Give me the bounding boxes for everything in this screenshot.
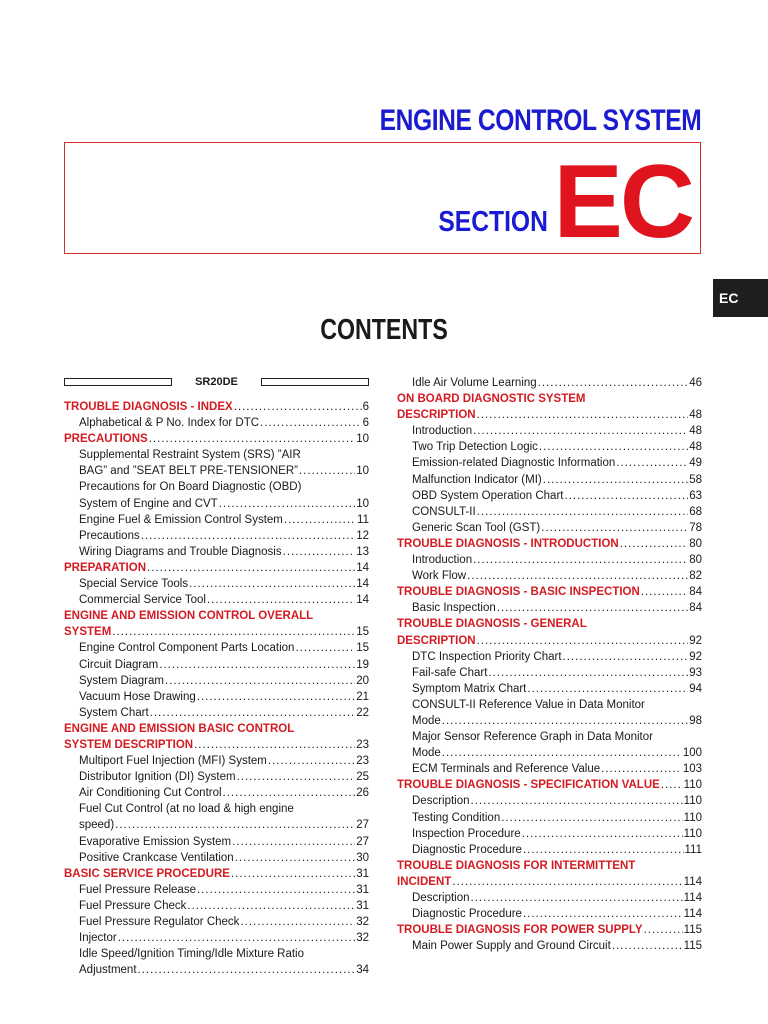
dot-leader: [207, 592, 355, 608]
toc-entry[interactable]: [397, 761, 702, 777]
section-title: ENGINE CONTROL SYSTEM: [379, 104, 701, 137]
toc-heading[interactable]: [64, 721, 369, 753]
dot-leader: [477, 504, 689, 520]
dot-leader: [147, 560, 355, 576]
toc-entry-text: Introduction: [412, 425, 473, 438]
toc-page-number: 21: [356, 690, 369, 703]
toc-page-number: 19: [356, 658, 369, 671]
dot-leader: [231, 866, 355, 882]
toc-entry-text: TROUBLE DIAGNOSIS - INTRODUCTION: [397, 537, 619, 550]
dot-leader: [620, 536, 689, 552]
toc-entry-text: Evaporative Emission System: [79, 835, 232, 848]
toc-entry[interactable]: [397, 552, 702, 568]
toc-page-number: 110: [683, 795, 702, 808]
dot-leader: [141, 528, 355, 544]
toc-entry-text: speed): [79, 819, 115, 832]
toc-entry-text: Fuel Pressure Regulator Check: [79, 916, 240, 928]
toc-heading[interactable]: [64, 608, 369, 640]
toc-entry-text: Precautions: [79, 529, 140, 542]
toc-entry[interactable]: [397, 600, 702, 616]
toc-entry-text: BASIC SERVICE PROCEDURE: [64, 867, 230, 880]
dot-leader: [471, 890, 683, 906]
dot-leader: [284, 512, 356, 528]
dot-leader: [497, 600, 688, 616]
toc-entry[interactable]: [397, 842, 702, 858]
toc-entry[interactable]: [397, 455, 702, 471]
toc-page-number: 114: [683, 908, 702, 921]
toc-entry-text: Fuel Pressure Check: [79, 899, 187, 912]
toc-page-number: 103: [682, 763, 702, 776]
dot-leader: [240, 914, 355, 930]
toc-entry-text: Emission-related Diagnostic Information: [412, 457, 616, 470]
toc-page-number: 94: [689, 682, 702, 695]
toc-entry[interactable]: [64, 769, 369, 785]
toc-entry-text: Work Flow: [412, 570, 467, 583]
toc-entry-text: System of Engine and CVT: [79, 497, 218, 510]
toc-page-number: 10: [356, 497, 369, 510]
toc-entry-text: Two Trip Detection Logic: [412, 441, 538, 454]
dot-leader: [299, 463, 355, 479]
toc-page-number: 46: [689, 377, 702, 389]
dot-leader: [268, 753, 355, 769]
toc-entry-text: Diagnostic Procedure: [412, 908, 522, 921]
toc-entry-text: Testing Condition: [412, 811, 501, 824]
dot-leader: [541, 520, 688, 536]
toc-entry-text: Distributor Ignition (DI) System: [79, 771, 236, 784]
dot-leader: [235, 850, 356, 866]
toc-page-number: 48: [689, 425, 702, 438]
dot-leader: [150, 705, 356, 721]
toc-page-number: 23: [356, 755, 369, 768]
toc-entry-text: Air Conditioning Cut Control: [79, 787, 222, 800]
toc-entry-text: Alphabetical & P No. Index for DTC: [79, 417, 260, 430]
toc-entry-text: Generic Scan Tool (GST): [412, 521, 541, 534]
toc-entry[interactable]: [64, 898, 369, 914]
toc-page-number: 115: [683, 940, 702, 953]
dot-leader: [115, 817, 355, 833]
toc-entry-text: Fuel Pressure Release: [79, 883, 196, 896]
toc-page-number: 115: [683, 924, 702, 937]
dot-leader: [527, 681, 688, 697]
toc-entry[interactable]: [64, 705, 369, 721]
dot-leader: [661, 777, 683, 793]
toc-page-number: 93: [689, 666, 702, 679]
dot-leader: [543, 472, 688, 488]
toc-page-number: 110: [683, 779, 702, 792]
dot-leader: [488, 665, 688, 681]
toc-entry[interactable]: [397, 890, 702, 906]
toc-entry-text-line1: ENGINE AND EMISSION BASIC CONTROL: [64, 722, 295, 735]
dot-leader: [260, 415, 362, 431]
toc-page-number: 114: [683, 875, 702, 888]
toc-entry-text: SYSTEM DESCRIPTION: [64, 738, 194, 751]
dot-leader: [538, 375, 689, 391]
dot-leader: [138, 962, 356, 978]
toc-entry[interactable]: [64, 592, 369, 608]
toc-entry[interactable]: [64, 544, 369, 560]
toc-entry-text: Symptom Matrix Chart: [412, 682, 527, 695]
toc-entry-text: Description: [412, 795, 470, 808]
toc-heading[interactable]: [64, 431, 369, 447]
dot-leader: [523, 906, 683, 922]
dot-leader: [501, 810, 682, 826]
contents-heading: CONTENTS: [320, 314, 448, 346]
toc-page-number: 26: [356, 787, 369, 800]
toc-page-number: 68: [689, 505, 702, 518]
toc-entry-text-line1: Major Sensor Reference Graph in Data Monitor: [412, 731, 653, 744]
toc-entry-text-line1: ON BOARD DIAGNOSTIC SYSTEM: [397, 393, 586, 406]
toc-entry-text: Engine Fuel & Emission Control System: [79, 513, 283, 526]
dot-leader: [616, 455, 688, 471]
dot-leader: [223, 785, 356, 801]
toc-entry-text: Positive Crankcase Ventilation: [79, 851, 234, 864]
toc-heading[interactable]: [397, 858, 702, 890]
dot-leader: [283, 544, 356, 560]
toc-entry[interactable]: [397, 504, 702, 520]
toc-page-number: 27: [356, 835, 369, 848]
toc-entry[interactable]: [397, 649, 702, 665]
toc-entry[interactable]: [64, 834, 369, 850]
toc-entry-text-line1: ENGINE AND EMISSION CONTROL OVERALL: [64, 610, 314, 623]
toc-entry-text: OBD System Operation Chart: [412, 489, 564, 502]
toc-entry[interactable]: [64, 447, 369, 479]
toc-entry[interactable]: [397, 375, 702, 391]
toc-page-number: 82: [689, 570, 702, 583]
toc-page-number: 100: [682, 747, 702, 760]
toc-page-number: 34: [356, 964, 369, 977]
toc-page-number: 6: [362, 401, 369, 413]
toc-entry[interactable]: [64, 512, 369, 528]
toc-entry-text: BAG” and ”SEAT BELT PRE-TENSIONER”: [79, 465, 298, 478]
toc-entry-text: Idle Air Volume Learning: [412, 377, 537, 389]
toc-entry-text-line1: TROUBLE DIAGNOSIS FOR INTERMITTENT: [397, 859, 636, 872]
dot-leader: [473, 552, 688, 568]
toc-page-number: 10: [356, 433, 369, 446]
toc-heading[interactable]: [397, 536, 702, 552]
dot-leader: [471, 793, 683, 809]
dot-leader: [159, 657, 355, 673]
toc-entry[interactable]: [397, 810, 702, 826]
dot-leader: [219, 496, 355, 512]
dot-leader: [112, 624, 355, 640]
toc-page-number: 13: [356, 545, 369, 558]
toc-entry-text: Introduction: [412, 554, 473, 567]
dot-leader: [601, 761, 682, 777]
toc-entry-text: Diagnostic Procedure: [412, 843, 522, 856]
toc-entry[interactable]: [64, 753, 369, 769]
toc-entry-text-line1: Idle Speed/Ignition Timing/Idle Mixture Ratio: [79, 948, 305, 961]
toc-page-number: 20: [356, 674, 369, 687]
toc-heading[interactable]: [397, 777, 702, 793]
toc-page-number: 32: [356, 916, 369, 928]
toc-page-number: 92: [689, 634, 702, 647]
toc-entry-text: Mode: [412, 747, 441, 760]
toc-entry-text: TROUBLE DIAGNOSIS - INDEX: [64, 401, 233, 413]
toc-entry-text: TROUBLE DIAGNOSIS FOR POWER SUPPLY: [397, 924, 643, 937]
toc-page-number: 15: [356, 642, 369, 655]
toc-page-number: 12: [356, 529, 369, 542]
dot-leader: [522, 826, 683, 842]
toc-entry[interactable]: [397, 568, 702, 584]
toc-entry-text: Commercial Service Tool: [79, 594, 206, 607]
section-tab[interactable]: EC: [713, 279, 768, 317]
dot-leader: [232, 834, 355, 850]
toc-entry[interactable]: [397, 665, 702, 681]
dot-leader: [523, 842, 684, 858]
toc-page-number: 48: [689, 441, 702, 454]
toc-entry[interactable]: [397, 906, 702, 922]
toc-entry[interactable]: [397, 729, 702, 761]
toc-page-number: 48: [689, 409, 702, 422]
toc-page-number: 98: [689, 714, 702, 727]
toc-entry[interactable]: [64, 479, 369, 511]
dot-leader: [467, 568, 688, 584]
engine-label: SR20DE: [195, 376, 238, 388]
dot-leader: [442, 745, 682, 761]
toc-page-number: 114: [683, 892, 702, 904]
toc-entry[interactable]: [397, 938, 702, 954]
toc-column-left: [64, 399, 369, 978]
toc-entry[interactable]: [397, 697, 702, 729]
dot-leader: [165, 673, 355, 689]
toc-page-number: 110: [683, 811, 702, 824]
toc-entry-text: SYSTEM: [64, 626, 112, 639]
toc-entry[interactable]: [64, 576, 369, 592]
dot-leader: [234, 399, 362, 415]
toc-entry-text: System Chart: [79, 706, 149, 719]
toc-heading[interactable]: [397, 584, 702, 600]
toc-entry-text: Basic Inspection: [412, 602, 496, 615]
toc-entry-text-line1: Supplemental Restraint System (SRS) ”AIR: [79, 449, 301, 462]
toc-entry-text: ECM Terminals and Reference Value: [412, 763, 601, 776]
toc-entry-text-line1: CONSULT-II Reference Value in Data Monitor: [412, 698, 645, 711]
toc-page-number: 84: [689, 586, 702, 599]
toc-entry-text: Special Service Tools: [79, 578, 189, 591]
toc-entry[interactable]: [64, 946, 369, 978]
toc-page-number: 84: [689, 602, 702, 615]
toc-page-number: 14: [356, 594, 369, 607]
toc-entry-text-line1: TROUBLE DIAGNOSIS - GENERAL: [397, 618, 587, 631]
toc-page-number: 27: [356, 819, 369, 832]
toc-page-number: 11: [357, 513, 369, 526]
toc-entry[interactable]: [64, 801, 369, 833]
toc-entry-text: DTC Inspection Priority Chart: [412, 650, 562, 663]
toc-entry[interactable]: [64, 785, 369, 801]
toc-entry[interactable]: [397, 826, 702, 842]
dot-leader: [149, 431, 356, 447]
dot-leader: [197, 689, 355, 705]
dot-leader: [187, 898, 355, 914]
toc-entry-text: Multiport Fuel Injection (MFI) System: [79, 755, 267, 768]
toc-column-right: [397, 375, 702, 954]
toc-entry[interactable]: [64, 914, 369, 930]
toc-entry[interactable]: [397, 681, 702, 697]
toc-page-number: 58: [689, 473, 702, 486]
engine-label-row: [64, 374, 369, 390]
toc-entry-text: TROUBLE DIAGNOSIS - BASIC INSPECTION: [397, 586, 640, 599]
toc-page-number: 15: [356, 626, 369, 639]
toc-page-number: 14: [356, 578, 369, 591]
toc-page-number: 110: [683, 827, 702, 840]
toc-page-number: 32: [356, 932, 369, 945]
toc-page-number: 80: [689, 537, 702, 550]
toc-entry[interactable]: [64, 850, 369, 866]
toc-entry[interactable]: [64, 882, 369, 898]
toc-entry[interactable]: [397, 423, 702, 439]
toc-entry[interactable]: [397, 439, 702, 455]
dot-leader: [452, 874, 682, 890]
toc-entry-text: INCIDENT: [397, 875, 452, 888]
toc-entry-text-line1: Precautions for On Board Diagnostic (OBD): [79, 481, 302, 494]
toc-page-number: 10: [356, 465, 369, 478]
toc-page-number: 80: [689, 554, 702, 567]
toc-page-number: 6: [362, 417, 369, 430]
dot-leader: [612, 938, 683, 954]
toc-entry-text: Main Power Supply and Ground Circuit: [412, 940, 611, 953]
toc-entry-text: Vacuum Hose Drawing: [79, 690, 196, 703]
toc-entry-text: PREPARATION: [64, 561, 146, 574]
toc-entry-text: Circuit Diagram: [79, 658, 159, 671]
toc-entry[interactable]: [397, 520, 702, 536]
toc-entry[interactable]: [64, 415, 369, 431]
toc-entry[interactable]: [397, 472, 702, 488]
toc-entry-text: Description: [412, 892, 470, 904]
dot-leader: [295, 640, 355, 656]
toc-heading[interactable]: [397, 922, 702, 938]
dot-leader: [194, 737, 355, 753]
toc-entry-text: DESCRIPTION: [397, 409, 476, 422]
engine-bar-right: [261, 378, 369, 386]
toc-entry[interactable]: [397, 488, 702, 504]
toc-entry-text: PRECAUTIONS: [64, 433, 148, 446]
toc-entry[interactable]: [64, 930, 369, 946]
dot-leader: [189, 576, 355, 592]
toc-entry[interactable]: [64, 689, 369, 705]
toc-entry-text: Wiring Diagrams and Trouble Diagnosis: [79, 545, 282, 558]
toc-page-number: 31: [356, 899, 369, 912]
dot-leader: [564, 488, 688, 504]
toc-page-number: 92: [689, 650, 702, 663]
toc-entry-text: CONSULT-II: [412, 505, 476, 518]
dot-leader: [477, 407, 689, 423]
toc-heading[interactable]: [64, 399, 369, 415]
toc-entry-text: Adjustment: [79, 964, 137, 977]
toc-entry-text: Engine Control Component Parts Location: [79, 642, 295, 655]
toc-entry-text-line1: Fuel Cut Control (at no load & high engine: [79, 803, 294, 816]
toc-entry[interactable]: [397, 793, 702, 809]
toc-page-number: 30: [356, 851, 369, 864]
dot-leader: [477, 633, 689, 649]
toc-entry[interactable]: [64, 528, 369, 544]
toc-page-number: 14: [356, 561, 369, 574]
toc-page-number: 63: [689, 489, 702, 502]
section-label: SECTION: [438, 206, 548, 238]
toc-heading[interactable]: [64, 560, 369, 576]
toc-page-number: 23: [356, 738, 369, 751]
toc-entry[interactable]: [64, 657, 369, 673]
toc-heading[interactable]: [64, 866, 369, 882]
toc-entry-text: Injector: [79, 932, 117, 945]
toc-page-number: 22: [356, 706, 369, 719]
toc-entry-text: Inspection Procedure: [412, 827, 521, 840]
toc-entry-text: Fail-safe Chart: [412, 666, 488, 679]
section-code: EC: [553, 144, 692, 260]
toc-entry-text: Malfunction Indicator (MI): [412, 473, 542, 486]
toc-entry-text: System Diagram: [79, 674, 164, 687]
toc-page-number: 31: [356, 883, 369, 896]
dot-leader: [539, 439, 688, 455]
toc-entry-text: DESCRIPTION: [397, 634, 476, 647]
dot-leader: [118, 930, 355, 946]
toc-heading[interactable]: [397, 616, 702, 648]
dot-leader: [563, 649, 689, 665]
dot-leader: [644, 922, 683, 938]
dot-leader: [442, 713, 688, 729]
toc-page-number: 49: [689, 457, 702, 470]
dot-leader: [197, 882, 355, 898]
dot-leader: [473, 423, 688, 439]
dot-leader: [237, 769, 356, 785]
toc-heading[interactable]: [397, 391, 702, 423]
toc-entry-text: Mode: [412, 714, 441, 727]
toc-page-number: 78: [689, 521, 702, 534]
toc-page-number: 25: [356, 771, 369, 784]
toc-entry[interactable]: [64, 640, 369, 656]
toc-entry-text: TROUBLE DIAGNOSIS - SPECIFICATION VALUE: [397, 779, 660, 792]
toc-entry[interactable]: [64, 673, 369, 689]
toc-page-number: 111: [684, 843, 702, 856]
toc-page-number: 31: [356, 867, 369, 880]
dot-leader: [641, 584, 688, 600]
